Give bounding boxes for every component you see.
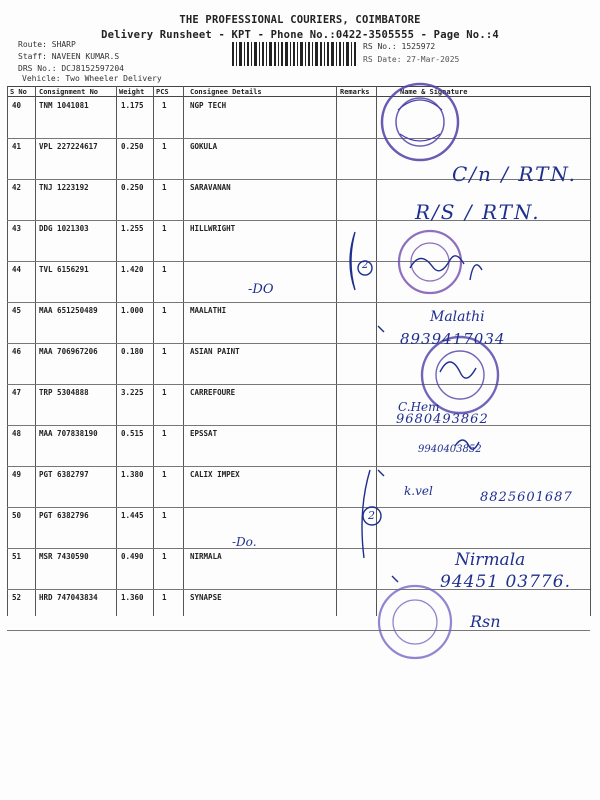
- row-pcs: 1: [162, 306, 167, 315]
- col-header-remarks: Remarks: [340, 88, 370, 96]
- row-weight: 1.000: [121, 306, 144, 315]
- row-consignment: MSR 7430590: [39, 552, 89, 561]
- row-sno: 52: [12, 593, 22, 602]
- row-pcs: 1: [162, 593, 167, 602]
- rs-number: RS No.: 1525972: [363, 42, 436, 51]
- row-weight: 0.490: [121, 552, 144, 561]
- drs-label: DRS No.: DCJ8152597204: [18, 64, 124, 73]
- row-consignment: TNJ 1223192: [39, 183, 89, 192]
- row-pcs: 1: [162, 183, 167, 192]
- row-consignment: MAA 707838190: [39, 429, 98, 438]
- row-weight: 1.255: [121, 224, 144, 233]
- row-consignment: PGT 6382796: [39, 511, 89, 520]
- row-pcs: 1: [162, 552, 167, 561]
- row-pcs: 1: [162, 511, 167, 520]
- row-consignment: DDG 1021303: [39, 224, 89, 233]
- row-sno: 46: [12, 347, 22, 356]
- col-header-pcs: PCS: [156, 88, 169, 96]
- row-pcs: 1: [162, 429, 167, 438]
- brace-count: 2: [362, 260, 369, 271]
- handwritten-phone: 9680493862: [396, 412, 489, 427]
- row-pcs: 1: [162, 142, 167, 151]
- row-sno: 50: [12, 511, 22, 520]
- row-consignment: MAA 706967206: [39, 347, 98, 356]
- document-title: THE PROFESSIONAL COURIERS, COIMBATORE: [179, 14, 421, 26]
- row-sno: 47: [12, 388, 22, 397]
- row-consignee: CALIX IMPEX: [190, 470, 240, 479]
- handwritten-rs-rtn: R/S / RTN.: [415, 200, 541, 224]
- row-consignment: MAA 651250489: [39, 306, 98, 315]
- row-consignee: SYNAPSE: [190, 593, 222, 602]
- ngp-stamp: [382, 84, 458, 160]
- row-sno: 42: [12, 183, 22, 192]
- col-header-sno: S No: [10, 88, 27, 96]
- hillwright-stamp: [399, 231, 461, 293]
- handwritten-ditto: -DO: [248, 282, 274, 297]
- handwritten-signature: Rsn: [470, 612, 501, 631]
- row-weight: 1.380: [121, 470, 144, 479]
- handwritten-name: C.Hem: [398, 400, 440, 414]
- row-weight: 0.180: [121, 347, 144, 356]
- document-subtitle: Delivery Runsheet - KPT - Phone No.:0422-3505555 - Page No.:4: [101, 29, 499, 41]
- row-sno: 49: [12, 470, 22, 479]
- row-sno: 48: [12, 429, 22, 438]
- row-consignee: CARREFOURE: [190, 388, 236, 397]
- row-sno: 45: [12, 306, 22, 315]
- row-sno: 44: [12, 265, 22, 274]
- row-consignee: MAALATHI: [190, 306, 227, 315]
- col-header-consignment: Consignment No: [39, 88, 99, 96]
- row-consignee: ASIAN PAINT: [190, 347, 240, 356]
- synapse-stamp: [379, 586, 451, 658]
- row-sno: 43: [12, 224, 22, 233]
- row-consignee: NIRMALA: [190, 552, 222, 561]
- handwritten-phone: 9940403852: [418, 444, 482, 455]
- row-pcs: 1: [162, 347, 167, 356]
- row-weight: 0.515: [121, 429, 144, 438]
- row-consignment: HRD 747043834: [39, 593, 98, 602]
- handwritten-phone: 8825601687: [480, 490, 573, 505]
- row-sno: 41: [12, 142, 22, 151]
- col-header-weight: Weight: [119, 88, 145, 96]
- row-sno: 40: [12, 101, 22, 110]
- handwritten-ditto: -Do.: [232, 535, 257, 549]
- row-consignment: VPL 227224617: [39, 142, 98, 151]
- row-consignee: SARAVANAN: [190, 183, 231, 192]
- handwritten-cn-rtn: C/n / RTN.: [452, 162, 577, 186]
- row-weight: 1.420: [121, 265, 144, 274]
- row-consignment: TVL 6156291: [39, 265, 89, 274]
- route-label: Route: SHARP: [18, 40, 76, 49]
- vehicle-label: Vehicle: Two Wheeler Delivery: [22, 74, 162, 83]
- row-pcs: 1: [162, 224, 167, 233]
- handwritten-phone: 94451 03776.: [440, 572, 571, 592]
- handwritten-phone: 8939417034: [400, 330, 506, 348]
- handwritten-name: Nirmala: [455, 550, 526, 570]
- row-pcs: 1: [162, 388, 167, 397]
- brace-count: 2: [368, 509, 375, 522]
- row-sno: 51: [12, 552, 22, 561]
- row-weight: 1.360: [121, 593, 144, 602]
- row-pcs: 1: [162, 470, 167, 479]
- row-weight: 0.250: [121, 183, 144, 192]
- col-header-signature: Name & Signature: [400, 88, 468, 96]
- row-consignment: TNM 1041081: [39, 101, 89, 110]
- row-consignee: GOKULA: [190, 142, 218, 151]
- row-weight: 1.175: [121, 101, 144, 110]
- row-consignee: EPSSAT: [190, 429, 218, 438]
- row-consignee: NGP TECH: [190, 101, 227, 110]
- row-consignment: TRP 5304888: [39, 388, 89, 397]
- rs-date: RS Date: 27-Mar-2025: [363, 55, 460, 64]
- row-weight: 0.250: [121, 142, 144, 151]
- row-pcs: 1: [162, 101, 167, 110]
- handwritten-name: k.vel: [404, 484, 433, 498]
- row-weight: 1.445: [121, 511, 144, 520]
- row-pcs: 1: [162, 265, 167, 274]
- row-consignment: PGT 6382797: [39, 470, 89, 479]
- row-consignee: HILLWRIGHT: [190, 224, 236, 233]
- staff-label: Staff: NAVEEN KUMAR.S: [18, 52, 120, 61]
- col-header-consignee: Consignee Details: [190, 88, 262, 96]
- handwritten-name: Malathi: [430, 309, 485, 325]
- row-weight: 3.225: [121, 388, 144, 397]
